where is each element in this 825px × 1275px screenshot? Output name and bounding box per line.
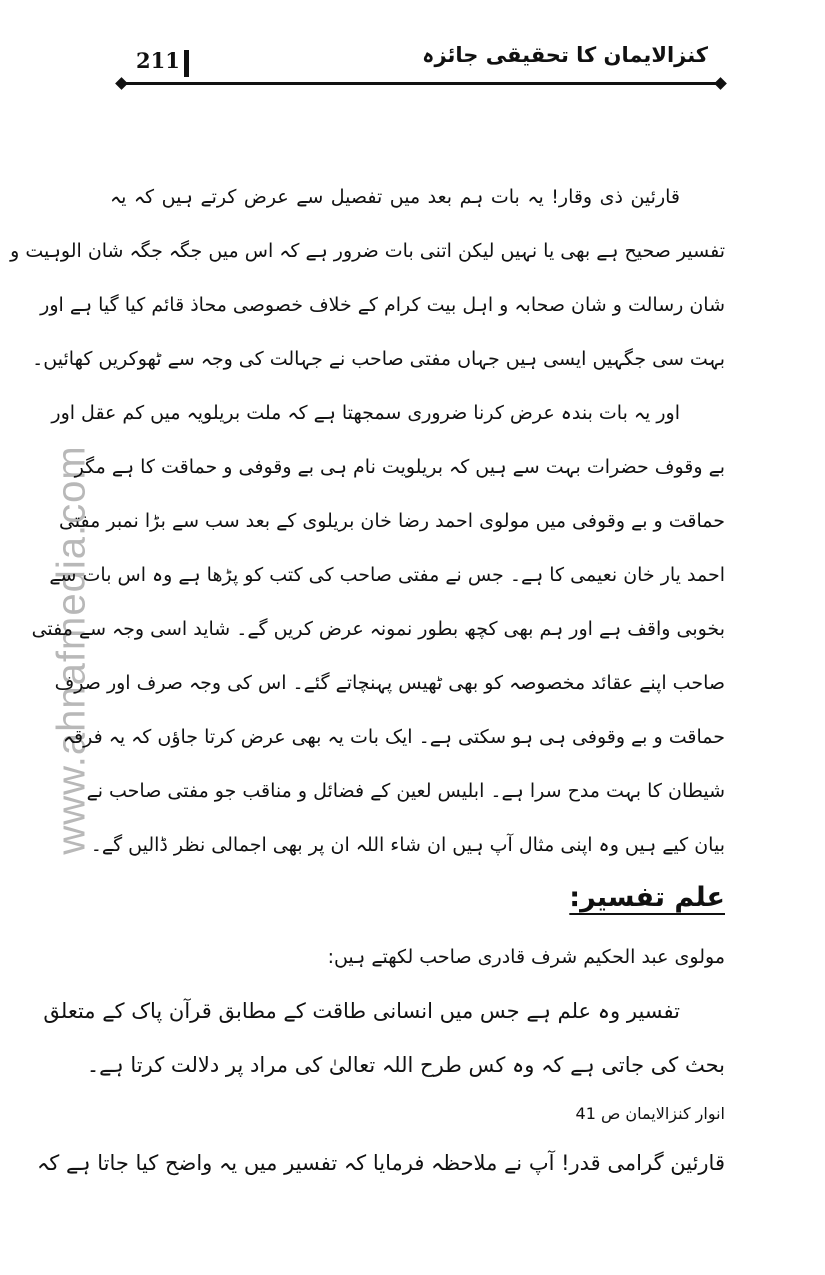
page-number-bar [184,50,189,77]
paragraph-line: اور یہ بات بندہ عرض کرنا ضروری سمجھتا ہے کہ ملت بریلویہ میں کم عقل اور [51,402,680,424]
intro-line: مولوی عبد الحکیم شرف قادری صاحب لکھتے ہیں: [327,946,725,968]
page-number: 211 [136,48,180,73]
paragraph-line: قارئین ذی وقار! یہ بات ہم بعد میں تفصیل سے عرض کرتے ہیں کہ یہ [110,186,680,208]
paragraph-line: بخوبی واقف ہے اور ہم بھی کچھ بطور نمونہ عرض کریں گے۔ شاید اسی وجہ سے مفتی [31,618,725,640]
paragraph-line: احمد یار خان نعیمی کا ہے۔ جس نے مفتی صاحب کی کتب کو پڑھا ہے وہ اس بات سے [49,564,725,586]
citation: انوار کنزالایمان ص 41 [575,1104,725,1123]
header-rule [123,82,721,85]
section-heading: علم تفسیر: [569,882,725,913]
quote-line: بحث کی جاتی ہے کہ وہ کس طرح اللہ تعالیٰ کی مراد پر دلالت کرتا ہے۔ [86,1053,725,1077]
paragraph-line: شان رسالت و شان صحابہ و اہل بیت کرام کے خلاف خصوصی محاذ قائم کیا گیا ہے اور [40,294,725,316]
paragraph-line: تفسیر صحیح ہے بھی یا نہیں لیکن اتنی بات ضرور ہے کہ اس میں جگہ جگہ شان الوہیت و [10,240,725,262]
paragraph-line: حماقت و بے وقوفی میں مولوی احمد رضا خان بریلوی کے بعد سب سے بڑا نمبر مفتی [58,510,725,532]
paragraph-line: صاحب اپنے عقائد مخصوصہ کو بھی ٹھیس پہنچاتے گئے۔ اس کی وجہ صرف اور صرف [54,672,725,694]
running-header [118,40,718,85]
closing-line: قارئین گرامی قدر! آپ نے ملاحظہ فرمایا کہ تفسیر میں یہ واضح کیا جاتا ہے کہ [36,1151,725,1175]
watermark: www.ahnafmedia.com [49,445,94,855]
paragraph-line: بہت سی جگہیں ایسی ہیں جہاں مفتی صاحب نے جہالت کی وجہ سے ٹھوکریں کھائیں۔ [32,348,725,370]
paragraph-line: شیطان کا بہت مدح سرا ہے۔ ابلیس لعین کے فضائل و مناقب جو مفتی صاحب نے [86,780,725,802]
paragraph-line: بیان کیے ہیں وہ اپنی مثال آپ ہیں ان شاء اللہ ان پر بھی اجمالی نظر ڈالیں گے۔ [90,834,725,856]
book-title: کنزالایمان کا تحقیقی جائزہ [422,43,708,67]
paragraph-line: حماقت و بے وقوفی ہی ہو سکتی ہے۔ ایک بات یہ بھی عرض کرتا جاؤں کہ یہ فرقہ [62,726,725,748]
paragraph-line: بے وقوف حضرات بہت سے ہیں کہ بریلویت نام ہی بے وقوفی و حماقت کا ہے مگر [74,456,725,478]
quote-line: تفسیر وہ علم ہے جس میں انسانی طاقت کے مطابق قرآن پاک کے متعلق [43,999,680,1023]
